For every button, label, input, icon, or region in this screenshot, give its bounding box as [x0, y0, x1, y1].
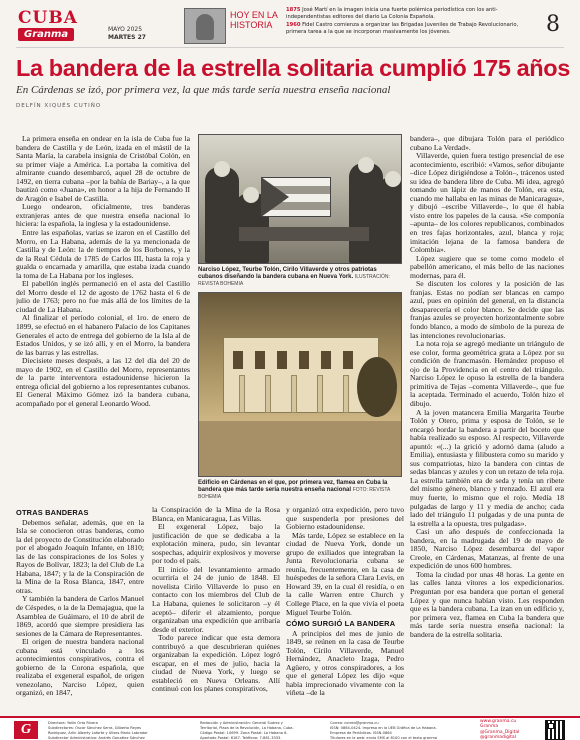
section-label-2: HISTORIA — [230, 20, 273, 30]
web-link[interactable]: www.granma.cu — [480, 719, 517, 724]
section-heading: OTRAS BANDERAS — [16, 508, 89, 517]
article-column-5: OTRAS BANDERAS Debemos señalar, además, que en la Isla se conocieron otras banderas, como la del proyecto de Constitución elaborado por el abogado Joaquín Infante, en 1810; las de las conspiraciones de los Soles y Rayos de Bolívar, 1823; la del Club de La Habana, 1847; y la de la Conspiración de la Mina de la Rosa Blanca, 1847, entre otras. Y también la bandera de Carlos Manuel de Céspedes, o la de la Demajagua, que la Asamblea de Guáimaro, el 10 de abril de 1869, acordó que siempre presidiera las sesiones de la Cámara de Representantes. El origen de nuestra bandera nacional cubana está vinculado a los acontecimientos conspirativos, contra el gobierno de la Corona española, que realizaba el exgeneral español, de origen venezolano, Narciso López, quien organizó, en 1847, — [16, 508, 144, 698]
caption-credit: ILUSTRACIÓN: REVISTA BOHEMIA — [198, 274, 390, 287]
article-column-6: la Conspiración de la Mina de la Rosa Blanca, en Manicaragua, Las Villas. El exgeneral López, bajo la justificación de que se dedicaba a la explotación minera, pudo, sin levantar sospechas, adquirir explosivos y moverse por todo el país. El inicio del levantamiento armado ocurriría el 24 de junio de 1848. El novelista Cirilo Villaverde lo puso en contacto con los miembros del Club de La Habana, quienes le solicitaron –y él aceptó– diferir el alzamiento, porque organizaban una expedición que arribaría desde el exterior. Todo parece indicar que esta demora contribuyó a que descubrieran quiénes organizaban la expedición. López logró escapar, en el mes de julio, hacia la ciudad de Nueva York, y luego se estableció en Nueva Orleans. Allí continuó con los planes conspirativos, — [152, 506, 280, 694]
illustration-flag-design — [198, 134, 402, 264]
section-label-1: HOY EN LA — [230, 10, 278, 20]
footer — [0, 716, 580, 740]
photo-cardenas-building — [198, 292, 402, 477]
issue-day: MARTES 27 — [108, 34, 146, 41]
footer-contact: Correo: correo@granma.cu ISSN: 0864-0424. Impreso en la UEB Gráfica de La Habana. Empresa de Periódicos. ISSN-0864 Titulares en la web: envía SMS al 8100 con el texto granma — [330, 721, 438, 740]
article-column-4: bandera–, que dibujara Tolón para el periódico cubano La Verdad». Villaverde, quien fuera testigo presencial de ese acontecimiento, escribió: «Vamos, señor dibujante –dice López dirigiéndose a Tolón–, trácenos usted su idea de bandera libre de Cuba. Mi idea, agregó tomando un lápiz de manos de Tolón, era esta, cuando me hallaba en las minas de Manicaragua», y dibujó –escribe Villaverde–, lo que él había visto entre los papeles de la causa. «Se componía –apunta– de los colores republicanos, combinados en tres fajas horizontales, azul, blanca y roja; imitación lejana de la famosa bandera de Colombia». López sugiere que se tome como modelo el pabellón americano, el más bello de las naciones modernas, para él. Se discuten los colores y la posición de las franjas. Estas no podían ser blancas en campo azul, pues en opinión del general, en la distancia desaparecería el color blanco. Se decide que las franjas azules se proyecten horizontalmente sobre fondo blanco, a modo de símbolo de la pureza de las intenciones revolucionarias. La nota roja se agregó mediante un triángulo de ese color, forma geométrica grata a López por su condición de francmasón. Hernández propuso el ojo de la Providencia en el centro del triángulo. Narciso López le opuso la estrella de la bandera primitiva de Tejas –comenta Villaverde–, que fue la aceptada. Terminado el acuerdo, Tolón hizo el dibujo. A la joven matancera Emilia Margarita Teurbe Tolón y Otero, prima y esposa de Tolón, se le encargó bordar la bandera a partir del boceto que había realizado su esposo. Al respecto, Villaverde apuntó: «(...) la grició y adornó dama (aludo a Emilia), entusiasta y filibustera como su marido y sus compatriotas, hizo la bandera con cintas de sedas blancas y azules y con un retazo de tela roja. La estrella también era de seda y tenía un ribete del mismo género, blanco y trenzado. El azul era muy fuerte, lo mismo que el rojo. Medía 18 pulgadas de largo y 11 y media de ancho; cada lado del triángulo 11 pulgadas y de una punta de la estrella a la opuesta, tres pulgadas». Casi un año después de confeccionada la bandera, en la madrugada del 19 de mayo de 1850, Narciso López desembarca del vapor Creole, en Cárdenas, Matanzas, al frente de una expedición de unos 600 hombres. Toma la ciudad por unas 48 horas. La gente en las calles lanza vítores a los expedicionarios. Preguntan por esa bandera que portan el general López y que nunca habían visto. Les responden que es la bandera cubana. La izan en un edificio y, por primera vez, flamea en Cuba la bandera que más tarde sería nuestra enseña nacional: la bandera de la estrella solitaria. — [410, 135, 564, 639]
instagram-link[interactable]: @granmadigital — [480, 735, 516, 740]
subheadline: En Cárdenas se izó, por primera vez, la que más tarde sería nuestra enseña nacional — [16, 84, 391, 96]
history-events — [286, 7, 536, 37]
caption-text: Edificio en Cárdenas en el que, por primera vez, flamea en Cuba la bandera que más tarde sería nuestra enseña nacional — [198, 480, 388, 493]
issue-month: MAYO 2025 — [108, 26, 143, 33]
caption-text: Narciso López, Teurbe Tolón, Cirilo Villaverde y otros patriotas cubanos diseñando la bandera cubana en Nueva York. — [198, 267, 377, 280]
twitter-link[interactable]: @Granma_Digital — [480, 729, 520, 735]
jose-marti-portrait — [184, 8, 226, 44]
footer-address: Redacción y Administración: General Suárez y Territorial, Plaza de la Revolución, La Habana, Cuba. Código Postal: 10699. Zona Postal: La Habana 6. Apartado Postal: 6187. Teléfono: 7-881-3333. — [200, 721, 294, 740]
footer-staff: Directora: Yailin Orta Rivera Subdirectores: Oscar Sánchez Serra, Gilberto Reyes Rodríguez, Arlín Alberty Loforte y Ulises Mario Labrador Subdirector Administrativo: Andrés González Sánchez — [48, 721, 148, 740]
granma-logo: Granma — [18, 28, 74, 41]
headline: La bandera de la estrella solitaria cumplió 175 años — [16, 55, 570, 81]
event-item: 1960 Fidel Castro comienza a organizar las Brigadas Juveniles de Trabajo Revolucionario, primera tarea a la que se incorporan masivamente los jóvenes. — [286, 22, 519, 35]
caption-credit: FOTO: REVISTA BOHEMIA — [198, 487, 391, 500]
article-column-7: y organizó otra expedición, pero tuvo que suspenderla por presiones del Gobierno estadounidense. Más tarde, López se establece en la ciudad de Nueva York, donde un grupo de exiliados que integraban la Junta Revolucionaria cubana se reunía, frecuentemente, en la casa de huéspedes de la señora Clara Levis, en Howard 39, en la cual él residía, o en la calle Warren entre Church y College Place, en la que vivía el poeta Miguel Teurbe Tolón. CÓMO SURGIÓ LA BANDERA A principios del mes de junio de 1849, se reúnen en la casa de Teurbe Tolón, Cirilo Villaverde, Manuel Hernández, Anacleto Izaga, Pedro Agüero, y otros conspiradores, a los que el general López les dijo «que había imprecionado vivamente con la viñeta –de la — [286, 506, 404, 698]
brand-cuba: CUBA — [18, 8, 78, 28]
article-column-1: La primera enseña en ondear en la isla de Cuba fue la bandera de Castilla y de León, izada en el mástil de la Santa María, la carabela insignia de Cristóbal Colón, en su primer viaje a América. La portaba la comitiva del almirante cuando desembarcó, aquel 28 de octubre de 1492, en tierra cubana –por la bahía de Bariay–, a la que bautizó como «Juana», en honor a la hija de Fernando II de Aragón e Isabel de Castilla. Luego ondearon, oficialmente, tres banderas extranjeras antes de que nuestra enseña nacional lo hiciera: la española, la inglesa y la estadounidense. Entre las españolas, varias se izaron en el Castillo del Morro, en La Habana, además de la ya mencionada de Castilla y de León: la de tiempos de los Borbones, y la de la Real Cédula de 1785 de Carlos III, hasta la roja y gualda o encarnada y amarilla, que estaba izada cuando la toma de La Habana por los ingleses. El pabellón inglés permaneció en el asta del Castillo del Morro desde el 12 de agosto de 1762 hasta el 6 de julio de 1763; pero no fue más allá de los límites de la ciudad de La Habana. Al finalizar el período colonial, el 1ro. de enero de 1899, se efectuó en el habanero Palacio de los Capitanes Generales el acto de entrega del gobierno de la Isla al de Estados Unidos, y se izó allí, y en el Morro, la bandera de las barras y las estrellas. Diecisiete meses después, a las 12 del día del 20 de mayo de 1902, en el Castillo del Morro, representantes de la parte interventora estadounidense hicieron la entrega oficial del gobierno a los representantes cubanos. El General Máximo Gómez izó la bandera cubana, acompañado por el general Leonardo Wood. — [16, 135, 190, 408]
section-heading: CÓMO SURGIÓ LA BANDERA — [286, 619, 396, 629]
section-title — [230, 10, 282, 30]
qr-code-icon[interactable] — [545, 720, 565, 740]
facebook-link[interactable]: Granma — [480, 724, 499, 730]
event-item: 1875 José Martí en la imagen inicia una fuerte polémica periodística con los anti-independentistas editores del diario La Colonia Española. — [286, 7, 498, 20]
caption-illustration — [198, 267, 402, 288]
masthead — [16, 6, 564, 48]
issue-date — [108, 26, 146, 42]
granma-footer-logo: G — [14, 721, 38, 739]
page-number: 8 — [546, 12, 560, 37]
byline: DELFÍN XIQUÉS CUTIÑO — [16, 103, 102, 109]
caption-photo — [198, 480, 402, 501]
social-links[interactable] — [480, 719, 519, 740]
